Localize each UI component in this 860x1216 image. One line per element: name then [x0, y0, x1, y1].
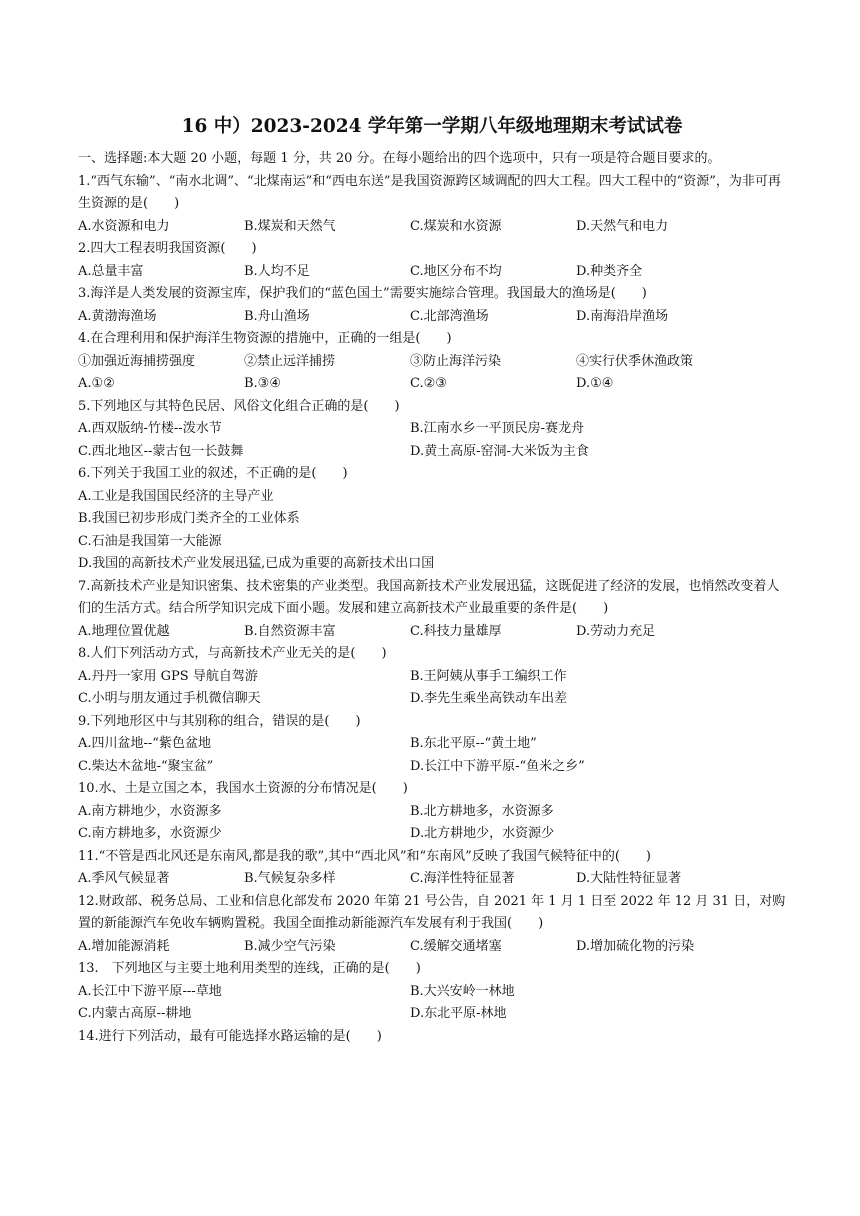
- option-row: [78, 306, 786, 329]
- exam-title: 16 中）2023-2024 学年第一学期八年级地理期末考试试卷: [181, 116, 683, 137]
- option-row: [78, 621, 786, 644]
- option-row: [78, 418, 786, 441]
- option: D.劳动力充足: [576, 623, 656, 639]
- option-row: [78, 688, 786, 711]
- question-stem: 3.海洋是人类发展的资源宝库，保护我们的“蓝色国土”需要实施综合管理。我国最大的渔场是( ): [78, 286, 647, 301]
- subitem: ③防止海洋污染: [410, 353, 502, 369]
- option: D.南海沿岸渔场: [576, 308, 669, 324]
- option-row: [78, 823, 786, 846]
- subitem: ①加强近海捕捞强度: [78, 353, 196, 369]
- option: B.煤炭和天然气: [244, 218, 336, 234]
- option: A.四川盆地--“紫色盆地: [78, 736, 211, 751]
- option: B.王阿姨从事手工编织工作: [410, 668, 567, 684]
- option: D.大陆性特征显著: [576, 871, 682, 886]
- option: A.增加能源消耗: [78, 938, 170, 954]
- option: B.自然资源丰富: [244, 623, 336, 639]
- option: D.长江中下游平原-“鱼米之乡”: [410, 758, 585, 774]
- option: C.石油是我国第一大能源: [78, 533, 222, 549]
- option: D.①④: [576, 376, 614, 391]
- option-row: [78, 936, 786, 959]
- question-stem: 14.进行下列活动，最有可能选择水路运输的是( ): [78, 1028, 382, 1044]
- option-row: [78, 1003, 786, 1026]
- question-stem: 8.人们下列活动方式，与高新技术产业无关的是( ): [78, 646, 387, 661]
- option: D.种类齐全: [576, 263, 643, 279]
- option-row: [78, 441, 786, 464]
- option: C.地区分布不均: [410, 263, 502, 279]
- subitem: ④实行伏季休渔政策: [576, 353, 694, 369]
- option-row: [78, 868, 786, 891]
- option: A.①②: [78, 376, 115, 391]
- subitem: ②禁止远洋捕捞: [244, 353, 336, 369]
- option: C.北部湾渔场: [410, 308, 489, 324]
- option-row: [78, 733, 786, 756]
- option: B.减少空气污染: [244, 938, 336, 954]
- option: C.缓解交通堵塞: [410, 938, 502, 954]
- option: A.长江中下游平原---草地: [78, 983, 222, 999]
- question-stem: 7.高新技术产业是知识密集、技术密集的产业类型。我国高新技术产业发展迅猛，这既促进了经济的发展，也悄然改变着人们的生活方式。结合所学知识完成下面小题。发展和建立高新技术产业最重要的条件是( ): [78, 578, 780, 616]
- question-stem: 5.下列地区与其特色民居、风俗文化组合正确的是( ): [78, 398, 400, 414]
- option: A.季风气候显著: [78, 871, 170, 886]
- option-row: [78, 666, 786, 689]
- option: C.煤炭和水资源: [410, 218, 502, 234]
- option: B.北方耕地多，水资源多: [410, 803, 554, 819]
- option: D.黄土高原-窑洞-大米饭为主食: [410, 443, 589, 459]
- question-stem: 1.“西气东输”、“南水北调”、“北煤南运”和“西电东送”是我国资源跨区域调配的四大工程。四大工程中的“资源”，为非可再生资源的是( ): [78, 173, 781, 211]
- option: D.东北平原-林地: [410, 1006, 507, 1021]
- option: B.我国已初步形成门类齐全的工业体系: [78, 511, 300, 526]
- question-stem: 12.财政部、税务总局、工业和信息化部发布 2020 年第 21 号公告，自 2021 年 1 月 1 日至 2022 年 12 月 31 日，对购置的新能源汽车免收车辆购置税。我国全面推动新能源汽车发展有利于我国( ): [78, 893, 786, 931]
- question-stem: 4.在合理利用和保护海洋生物资源的措施中，正确的一组是( ): [78, 331, 452, 346]
- subitem-row: [78, 351, 786, 374]
- option-row: [78, 801, 786, 824]
- option: C.南方耕地多，水资源少: [78, 826, 222, 841]
- option: D.天然气和电力: [576, 218, 669, 234]
- option: C.科技力量雄厚: [410, 623, 502, 639]
- question-stem: 10.水、土是立国之本，我国水土资源的分布情况是( ): [78, 781, 408, 796]
- question-stem: 2.四大工程表明我国资源( ): [78, 241, 257, 256]
- option: A.南方耕地少，水资源多: [78, 803, 222, 819]
- option: C.小明与朋友通过手机微信聊天: [78, 691, 261, 706]
- option-row: [78, 373, 786, 396]
- option: A.水资源和电力: [78, 218, 170, 234]
- option: B.气候复杂多样: [244, 871, 336, 886]
- option-row: [78, 756, 786, 779]
- option: C.海洋性特征显著: [410, 871, 515, 886]
- option: D.李先生乘坐高铁动车出差: [410, 691, 568, 706]
- option: A.总量丰富: [78, 263, 144, 279]
- option: A.丹丹一家用 GPS 导航自驾游: [78, 668, 258, 684]
- option: D.我国的高新技术产业发展迅猛,已成为重要的高新技术出口国: [78, 556, 435, 571]
- question-stem: 11.“不管是西北风还是东南风,都是我的歌”,其中“西北风”和“东南风”反映了我国气候特征中的( ): [78, 848, 651, 864]
- section-intro: 一、选择题:本大题 20 小题，每题 1 分，共 20 分。在每小题给出的四个选项中，只有一项是符合题目要求的。: [78, 151, 721, 166]
- option: C.柴达木盆地-“聚宝盆”: [78, 758, 214, 774]
- option: C.西北地区--蒙古包一长鼓舞: [78, 443, 244, 459]
- option-row: [78, 216, 786, 239]
- option: B.大兴安岭一林地: [410, 983, 515, 999]
- option: C.内蒙古高原--耕地: [78, 1006, 192, 1021]
- option: D.增加硫化物的污染: [576, 938, 695, 954]
- option-row: [78, 261, 786, 284]
- option: C.②③: [410, 376, 447, 391]
- option-row: [78, 981, 786, 1004]
- option: B.人均不足: [244, 263, 310, 279]
- option: B.东北平原--“黄土地”: [410, 736, 537, 751]
- option: B.江南水乡一平顶民房-赛龙舟: [410, 421, 585, 436]
- option: B.舟山渔场: [244, 308, 310, 324]
- option: A.地理位置优越: [78, 623, 170, 639]
- exam-page: [78, 112, 786, 1048]
- option: A.黄渤海渔场: [78, 308, 157, 324]
- option: B.③④: [244, 376, 281, 391]
- option: A.西双版纳-竹楼--泼水节: [78, 421, 222, 436]
- question-stem: 9.下列地形区中与其别称的组合，错误的是( ): [78, 713, 361, 729]
- question-stem: 13. 下列地区与主要土地利用类型的连线，正确的是( ): [78, 961, 421, 976]
- question-stem: 6.下列关于我国工业的叙述，不正确的是( ): [78, 466, 348, 481]
- option: D.北方耕地少，水资源少: [410, 826, 555, 841]
- option: A.工业是我国国民经济的主导产业: [78, 488, 274, 504]
